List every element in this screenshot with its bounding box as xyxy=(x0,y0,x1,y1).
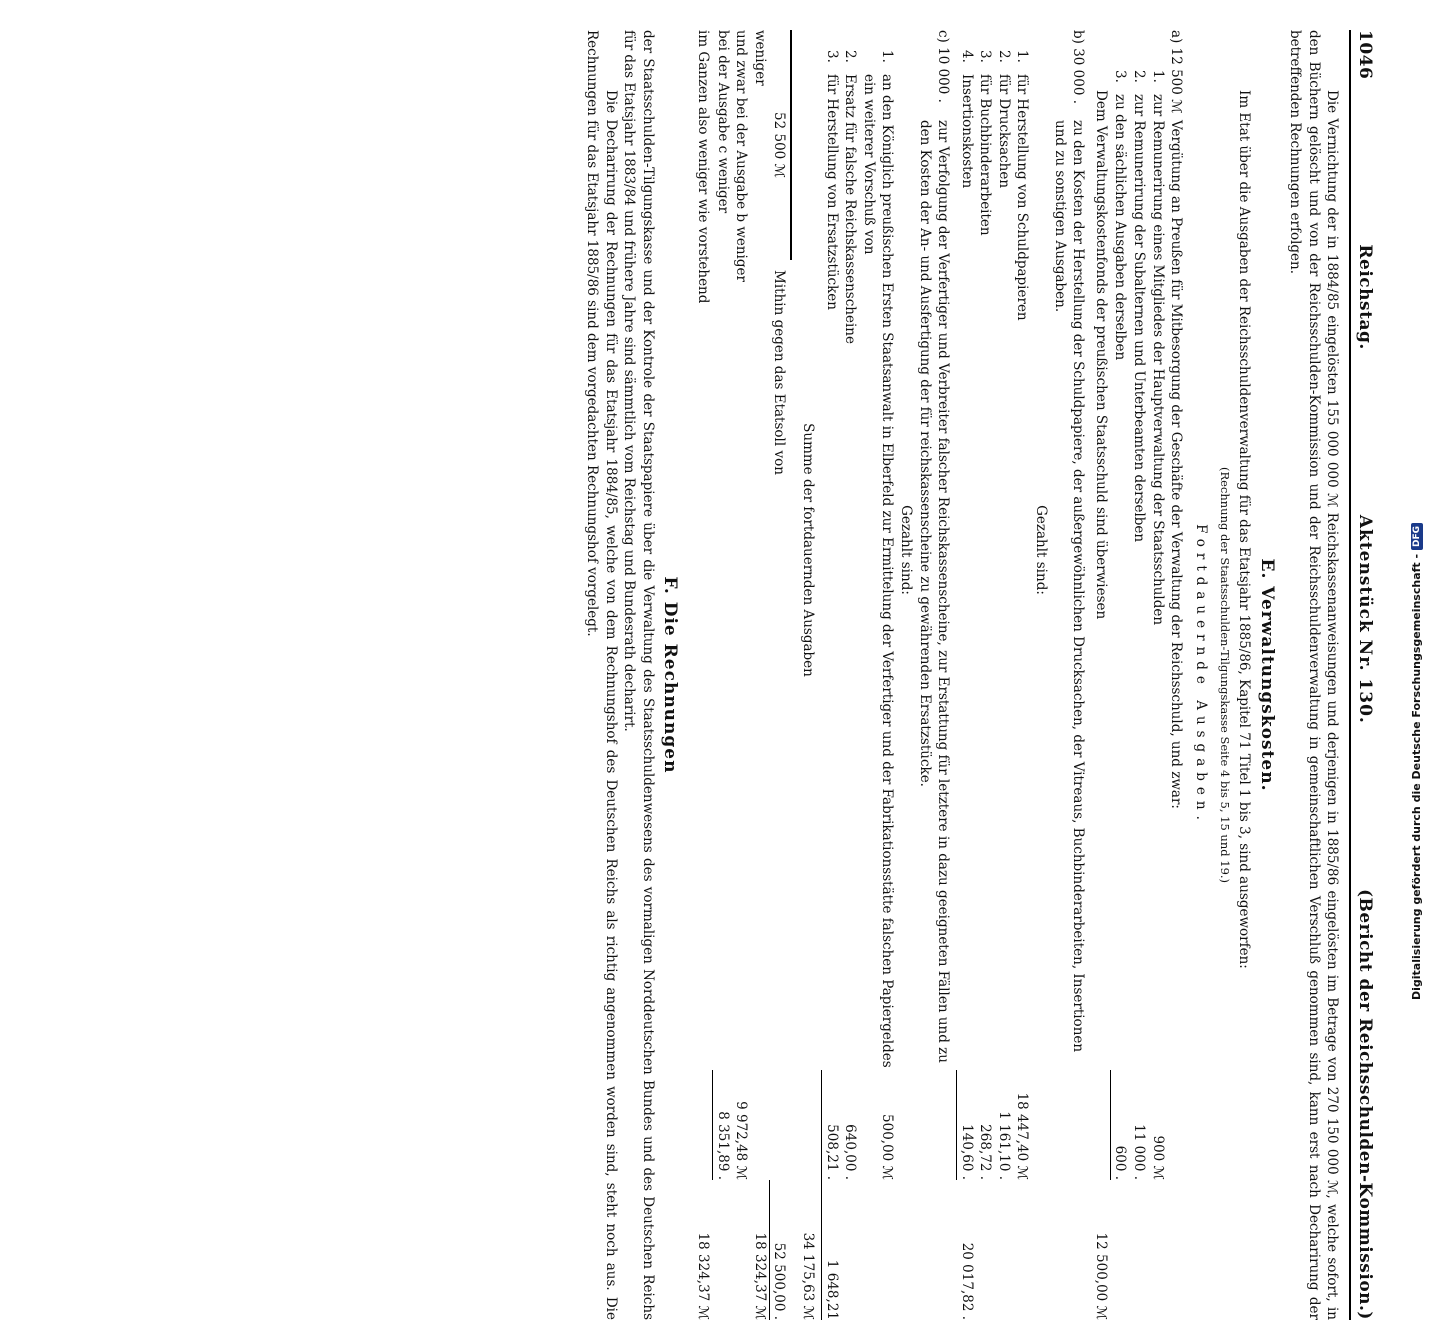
item-a-label: a) 12 500 ℳ xyxy=(1168,30,1185,114)
item-c-total: 1 648,21 xyxy=(821,1180,841,1320)
detail-b-value: 9 972,48 ℳ xyxy=(733,1101,750,1180)
section-f-paragraph-1: der Staatsschulden-Tilgungskasse und der Kontrole der Staatspapiere über die Verwaltung des Staatsschuldenwesens des vormaligen Norddeutschen Bundes und des Deutschen Reichs für das Etatsjahr 1883/84 und frühere Jahre sind sämmtlich vom Reichstag und Bundesrath decharirt. xyxy=(621,30,656,1320)
detail-b-label: und zwar bei der Ausgabe b weniger xyxy=(733,30,750,282)
item-b-total: 20 017,82 . xyxy=(958,1242,975,1320)
item-c-label: c) 10 000 . xyxy=(935,30,952,103)
item-b-4-text: Insertionskosten xyxy=(958,74,975,189)
item-a-total: 12 500,00 ℳ xyxy=(1092,1232,1109,1320)
item-c-3-value: 508,21 . xyxy=(821,1070,841,1180)
item-b-3: 3. für Buchbinderarbeiten 268,72 . xyxy=(977,50,994,1180)
item-b-1-text: für Herstellung von Schuldpapieren xyxy=(1014,74,1031,321)
total-value: 18 324,37 ℳ xyxy=(695,1232,711,1320)
item-a-2: 2. zur Remunerirung der Subalternen und Unterbeamten derselben 11 000 . xyxy=(1131,70,1148,1180)
item-c-paid: Gezahlt sind: xyxy=(897,505,914,595)
budget-row xyxy=(769,30,799,1320)
sum-label: Summe der fortdauernden Ausgaben xyxy=(799,423,816,677)
item-b-2-text: für Drucksachen xyxy=(995,74,1012,189)
footer-text: Digitalisierung gefördert durch die Deutsche Forschungsgemeinschaft - xyxy=(1410,553,1423,1000)
budget-label: Mithin gegen das Etatsoll von xyxy=(771,270,788,475)
item-c-1: 1. an den Königlich preußischen Ersten Staatsanwalt in Elberfeld zur Ermittelung der Verfertiger und der Fabrikationsstätte falschen Papiergeldes ein weiterer Vorschuß von 500,00 ℳ xyxy=(860,50,896,1180)
sum-total: 34 175,63 ℳ xyxy=(799,1232,816,1320)
item-b-label: b) 30 000 . xyxy=(1070,30,1087,105)
sum-row xyxy=(798,30,817,1320)
item-a-3-value: 600 . xyxy=(1110,1070,1130,1180)
detail-c-row xyxy=(712,30,732,1320)
budget-amount: 52 500 ℳ xyxy=(770,30,793,260)
item-a xyxy=(1167,30,1186,1320)
section-f-title: F. Die Rechnungen xyxy=(660,576,681,774)
item-b-text: zu den Kosten der Herstellung der Schuldpapiere, der außergewöhnlichen Drucksachen, der Vitreaus, Buchbinderarbeiten, Insertionen und zu sonstigen Ausgaben. xyxy=(1051,120,1087,1053)
item-a-1-text: zur Remunerirung eines Mitgliedes der Hauptverwaltung der Staatsschulden xyxy=(1149,94,1166,626)
item-c-2: 2. Ersatz für falsche Reichskassenscheine 640,00 . xyxy=(842,50,859,1180)
total-label: im Ganzen also weniger wie vorstehend xyxy=(695,30,711,304)
item-b xyxy=(1050,30,1087,1320)
item-c-3: 3. für Herstellung von Ersatzstücken 508,21 . 1 648,21 xyxy=(821,30,841,1320)
item-a-note-row xyxy=(1091,30,1110,1320)
item-a-3-text: zu den sächlichen Ausgaben derselben xyxy=(1112,94,1129,361)
item-b-2: 2. für Drucksachen 1 161,10 . xyxy=(995,50,1012,1180)
item-c-1-text: an den Königlich preußischen Ersten Staatsanwalt in Elberfeld zur Ermittelung der Verfertiger und der Fabrikationsstätte falschen Papiergeldes ein weiterer Vorschuß von xyxy=(860,74,896,1068)
item-a-note: Dem Verwaltungskostenfonds der preußischen Staatsschuld sind überwiesen xyxy=(1092,90,1109,620)
page-header xyxy=(1349,30,1374,1320)
item-c-1-value: 500,00 ℳ xyxy=(879,1114,896,1180)
page-number: 1046 xyxy=(1355,30,1375,80)
section-e-title: E. Verwaltungskosten. xyxy=(1256,558,1277,792)
item-b-2-value: 1 161,10 . xyxy=(995,1111,1012,1180)
item-b-3-text: für Buchbinderarbeiten xyxy=(977,74,994,236)
digitization-footer xyxy=(1410,523,1423,1000)
section-e-intro: Im Etat über die Ausgaben der Reichsschuldenverwaltung für das Etatsjahr 1885/86, Kapitel 71 Titel 1 bis 3, sind ausgeworfen: xyxy=(1236,90,1253,969)
item-a-1-value: 900 ℳ xyxy=(1149,1135,1166,1180)
section-f-paragraph-2: Die Decharirung der Rechnungen für das Etatsjahr 1884/85, welche von dem Rechnungshof des Deutschen Reichs als richtig angenommen worden sind, steht noch aus. Die Rechnungen für das Etatsjahr 1885/86 sind dem vorgedachten Rechnungshof vorgelegt. xyxy=(584,30,619,1320)
section-e-caption: (Rechnung der Staatsschulden-Tilgungskasse Seite 4 bis 5, 15 und 19.) xyxy=(1218,466,1233,884)
less-label: weniger xyxy=(751,30,768,86)
item-c-text: zur Verfolgung der Verfertiger und Verbreiter falscher Reichskassenscheine, zur Erstattung für letztere in dazu geeigneten Fällen und zu den Kosten der An- und Ausfertigung der für reichskassenscheine zu gewährenden Ersatzstücke. xyxy=(916,120,952,1063)
less-value: 18 324,37 ℳ xyxy=(751,1232,768,1320)
item-b-4-value: 140,60 . xyxy=(956,1070,976,1180)
item-c-2-value: 640,00 . xyxy=(842,1124,859,1180)
total-row xyxy=(693,30,712,1320)
item-a-1: 1. zur Remunerirung eines Mitgliedes der Hauptverwaltung der Staatsschulden 900 ℳ xyxy=(1149,70,1166,1180)
detail-b-row xyxy=(732,30,751,1320)
detail-c-label: bei der Ausgabe c weniger xyxy=(714,30,731,214)
header-right: (Bericht der Reichsschulden-Kommission.) xyxy=(1355,888,1375,1320)
item-c-3-text: für Herstellung von Ersatzstücken xyxy=(823,74,840,310)
item-b-4: 4. Insertionskosten 140,60 . 20 017,82 . xyxy=(956,30,976,1320)
item-a-3: 3. zu den sächlichen Ausgaben derselben 600 . xyxy=(1110,30,1130,1320)
header-center: Aktenstück Nr. 130. xyxy=(1355,514,1375,724)
budget-value: 52 500,00 . xyxy=(769,1180,789,1320)
item-b-1-value: 18 447,40 ℳ xyxy=(1014,1092,1031,1180)
item-c-2-text: Ersatz für falsche Reichskassenscheine xyxy=(842,74,859,344)
dfg-logo: DFG xyxy=(1411,523,1423,550)
item-b-paid: Gezahlt sind: xyxy=(1033,505,1050,595)
header-left: Reichstag. xyxy=(1355,244,1375,350)
section-e-heading: Fortdauernde Ausgaben. xyxy=(1192,524,1209,826)
item-a-2-text: zur Remunerirung der Subalternen und Unterbeamten derselben xyxy=(1131,94,1148,543)
item-b-3-value: 268,72 . xyxy=(977,1124,994,1180)
less-row xyxy=(750,30,769,1320)
detail-c-value: 8 351,89 . xyxy=(712,1070,732,1180)
item-a-2-value: 11 000 . xyxy=(1131,1124,1148,1180)
item-b-1: 1. für Herstellung von Schuldpapieren 18 447,40 ℳ xyxy=(1014,50,1031,1180)
intro-paragraph: Die Vernichtung der in 1884/85 eingelösten 155 000 000 ℳ Reichskassenanweisungen und derjenigen in 1885/86 eingelösten im Betrage von 270 150 000 ℳ, welche sofort, in den Büchern gelöscht und von der Reichsschulden-Kommission und der Reichsschuldenverwaltung in gemeinschaftlichen Verschluß genommen sind, kann erst nach Decharirung der betreffenden Rechnungen erfolgen. xyxy=(1287,30,1341,1320)
item-c xyxy=(915,30,952,1320)
item-a-text: Vergütung an Preußen für Mitbesorgung der Geschäfte der Verwaltung der Reichsschuld, und zwar: xyxy=(1168,120,1185,809)
